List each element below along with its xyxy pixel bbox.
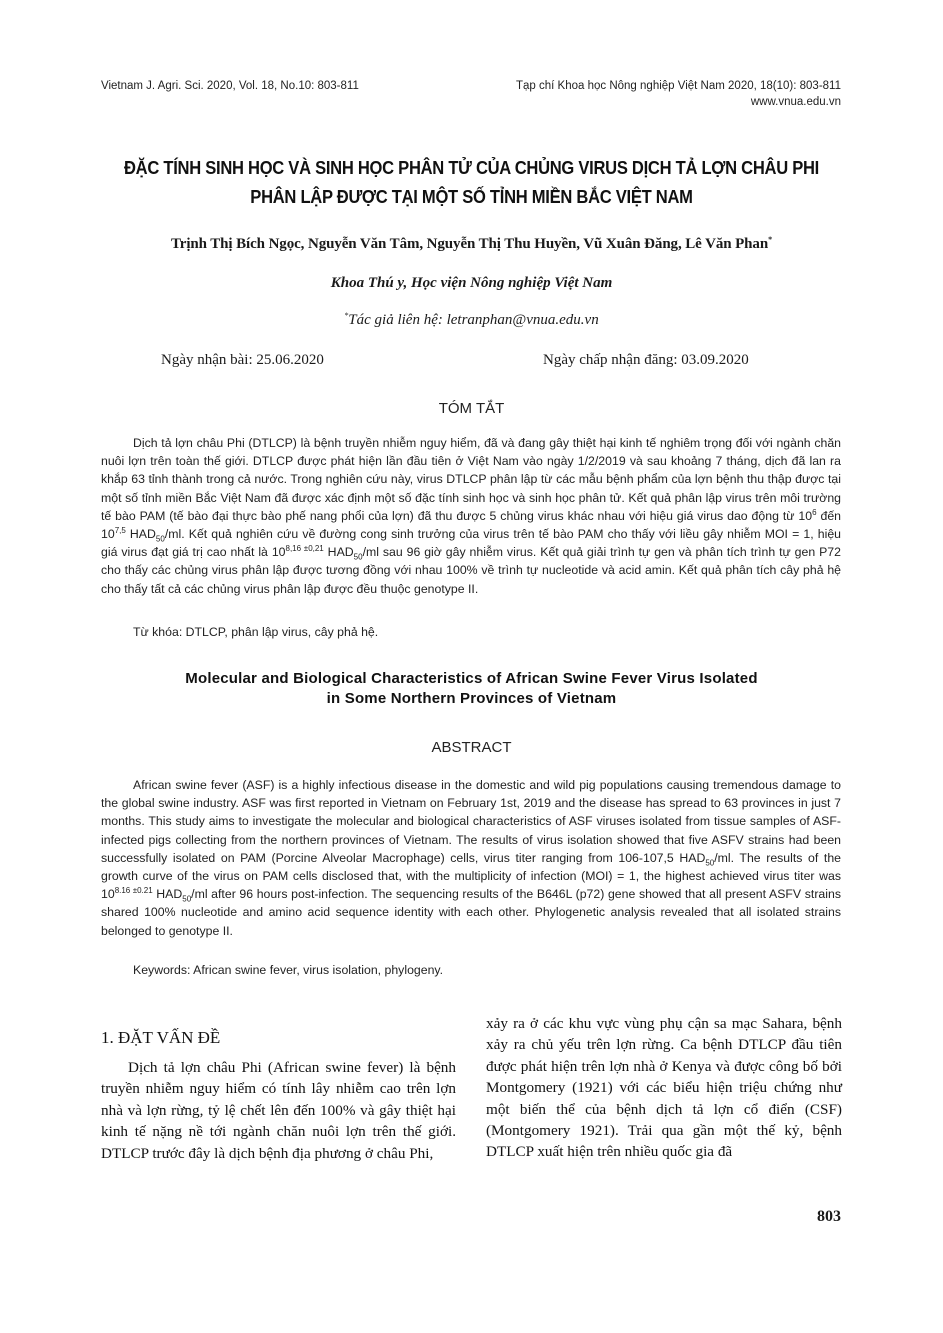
paper-title-line2: PHÂN LẬP ĐƯỢC TẠI MỘT SỐ TỈNH MIỀN BẮC VIỆT NAM	[250, 187, 693, 207]
journal-website: www.vnua.edu.vn	[750, 96, 841, 108]
corresponding-author	[0, 312, 943, 329]
affiliation: Khoa Thú y, Học viện Nông nghiệp Việt Nam	[330, 275, 613, 291]
body-left-column: Dịch tả lợn châu Phi (African swine fever) là bệnh truyền nhiễm nguy hiểm có tính lây nhiễm cao trên lợn nhà và lợn rừng, tỷ lệ chết lên đến 100% và gây thiệt hại kinh tế nặng nề tới ngành chăn nuôi lợn trên thế giới. DTLCP trước đây là dịch bệnh địa phương ở châu Phi,	[101, 1059, 456, 1162]
section-heading: 1. ĐẶT VẤN ĐỀ	[101, 1028, 221, 1047]
corresponding-text: Tác giả liên hệ: letranphan@vnua.edu.vn	[348, 312, 599, 328]
en-abstract-heading: ABSTRACT	[431, 739, 512, 756]
author-names: Trịnh Thị Bích Ngọc, Nguyễn Văn Tâm, Nguyễn Thị Thu Huyền, Vũ Xuân Đăng, Lê Văn Phan	[171, 236, 769, 252]
received-date: Ngày nhận bài: 25.06.2020	[161, 352, 324, 368]
paper-title-line1: ĐẶC TÍNH SINH HỌC VÀ SINH HỌC PHÂN TỬ CỦA CHỦNG VIRUS DỊCH TẢ LỢN CHÂU PHI	[123, 158, 820, 178]
accepted-date: Ngày chấp nhận đăng: 03.09.2020	[543, 352, 749, 368]
vn-keywords: Từ khóa: DTLCP, phân lập virus, cây phả hệ.	[133, 625, 379, 639]
body-right-column: xảy ra ở các khu vực vùng phụ cận sa mạc Sahara, bệnh xảy ra chủ yếu trên lợn rừng. Ca bệnh DTLCP đầu tiên được phát hiện trên lợn nhà ở Kenya và được công bố bởi Montgomery (1921) với các biểu hiện triệu chứng như một biến thể của bệnh dịch tả lợn cổ điển (CSF) (Montgomery 1921). Trải qua gần một thế kỷ, bệnh DTLCP xuất hiện trên nhiều quốc gia đã	[486, 1015, 842, 1161]
page-number: 803	[817, 1208, 841, 1225]
english-title-line1: Molecular and Biological Characteristics of African Swine Fever Virus Isolated	[185, 670, 758, 687]
journal-citation-vn: Tạp chí Khoa học Nông nghiệp Việt Nam 2020, 18(10): 803-811	[516, 80, 841, 92]
authors	[0, 236, 943, 253]
vn-abstract-body: Dịch tả lợn châu Phi (DTLCP) là bệnh truyền nhiễm nguy hiểm, đã và đang gây thiệt hại kinh tế nghiêm trọng đối với ngành chăn nuôi lợn trên toàn thế giới. DTLCP được phát hiện lần đầu tiên ở Việt Nam vào ngày 1/2/2019 và sau khoảng 7 tháng, dịch đã lan ra khắp 63 tỉnh thành trong cả nước. Trong nghiên cứu này, virus DTLCP phân lập từ các mẫu bệnh phẩm của lợn bệnh thu thập được tại một số tỉnh miền Bắc Việt Nam đã được xác định một số đặc tính sinh học và sinh học phân tử. Kết quả phân lập virus trên môi trường tế bào PAM (tế bào đại thực bào phế nang phổi của lợn) đã thu được 5 chủng virus khác nhau với hiệu giá virus dao động từ $10^6$ đến 10$^{7,5}$ $HAD_{50}/ml$. Kết quả nghiên cứu về đường cong sinh trưởng của virus trên tế bào PAM cho thấy với liều gây nhiễm MOI = 1, hiệu giá virus đạt giá trị cao nhất là $10^{8,16 \pm 0,21}$ $HAD_{50}/ml$ sau 96 giờ gây nhiễm virus. Kết quả giải trình tự gen và phân tích trình tự gen P72 cho thấy các chủng virus phân lập được tương đồng với nhau 100% về trình tự nucleotide và acid amin. Kết quả phân tích cây phả hệ cho thấy tất cả các chủng virus phân lập được đều thuộc genotype II.	[101, 436, 842, 596]
journal-citation-en: Vietnam J. Agri. Sci. 2020, Vol. 18, No.10: 803-811	[101, 80, 359, 92]
en-keywords: Keywords: African swine fever, virus isolation, phylogeny.	[133, 963, 444, 977]
vn-abstract-heading: TÓM TẮT	[438, 400, 505, 417]
en-abstract-body: African swine fever (ASF) is a highly infectious disease in the domestic and wild pig populations causing tremendous damage to the global swine industry. ASF was first reported in Vietnam on February 1st, 2019 and the disease has spread to 63 provinces in just 7 months. This study aims to investigate the molecular and biological characteristics of ASF viruses isolated from tissue samples of ASF-infected pigs collecting from the northern provinces of Vietnam. The results of virus isolation showed that five ASFV strains had been successfully isolated on PAM (Porcine Alveolar Macrophage) cells, virus titer ranging from 106-107,5 $HAD_{50}/ml$. The results of the growth curve of the virus on PAM cells disclosed that, with the multiplicity of infection (MOI) = 1, the highest achieved virus titer was $10^{8.16 \pm 0.21}$ $HAD_{50}/ml$ after 96 hours post-infection. The sequencing results of the B646L (p72) gene showed that all present ASFV strains shared 100% nucleotide and amino acid sequence identity with each other. Phylogenetic analysis revealed that all isolated strains belonged to genotype II.	[101, 778, 841, 938]
english-title-line2: in Some Northern Provinces of Vietnam	[326, 690, 617, 707]
corresponding-mark-2: *	[344, 311, 349, 320]
corresponding-mark: *	[768, 235, 772, 244]
